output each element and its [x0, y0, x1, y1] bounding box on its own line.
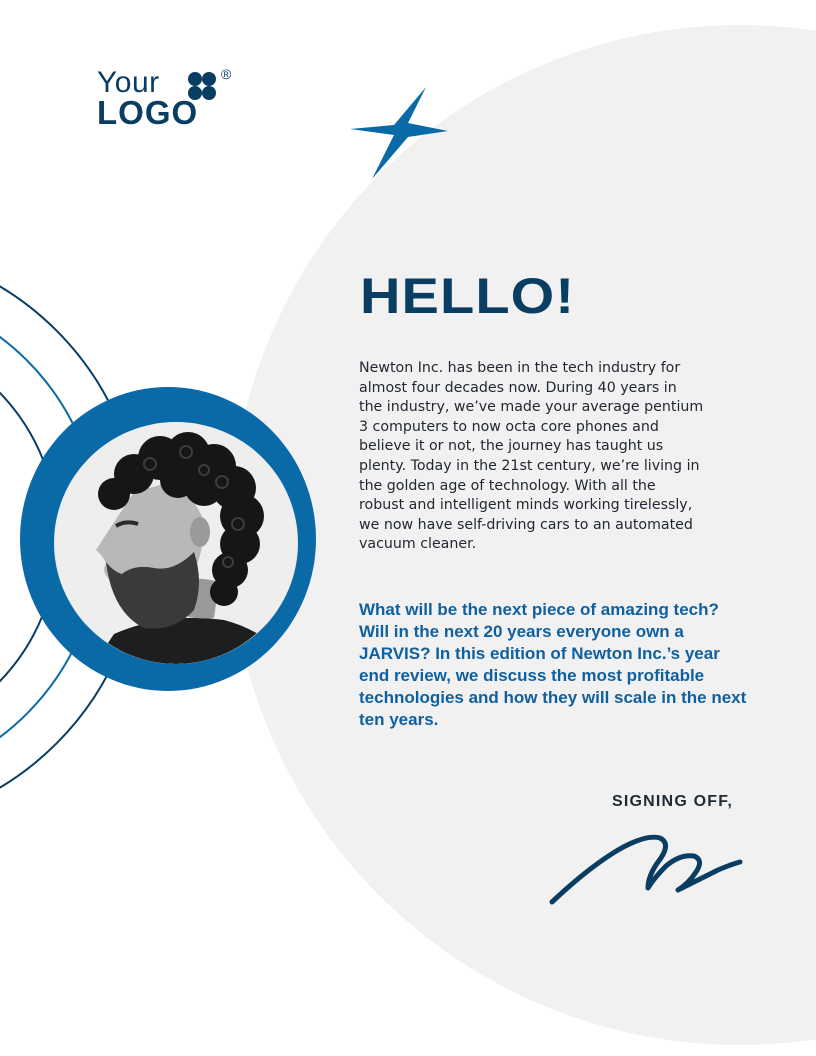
- intro-paragraph: Newton Inc. has been in the tech industry for almost four decades now. During 40 years in the industry, we’ve made your average pentium 3 computers to now octa core phones and believe it or not, the journey has taught us plenty. Today in the 21st century, we’re living in the golden age of technology. With all the robust and intelligent minds working tirelessly, we now have self-driving cars to an automated vacuum cleaner.: [359, 360, 704, 553]
- star-icon: [350, 87, 450, 179]
- highlight-paragraph: What will be the next piece of amazing tech? Will in the next 20 years everyone own a JARVIS? In this edition of Newton Inc.’s year end review, we discuss the most profitable technologies and how they will scale in the next ten years.: [359, 600, 747, 729]
- portrait-photo: [54, 422, 298, 664]
- page-heading: HELLO!: [360, 268, 576, 324]
- logo: [97, 66, 247, 130]
- portrait-illustration: [54, 422, 298, 664]
- signature-icon: [548, 828, 743, 906]
- portrait-ring: [20, 387, 316, 691]
- logo-line-1: Your: [97, 66, 160, 99]
- registered-mark: ®: [221, 66, 232, 82]
- signoff-label: SIGNING OFF,: [612, 793, 734, 810]
- logo-line-2: LOGO: [97, 94, 199, 131]
